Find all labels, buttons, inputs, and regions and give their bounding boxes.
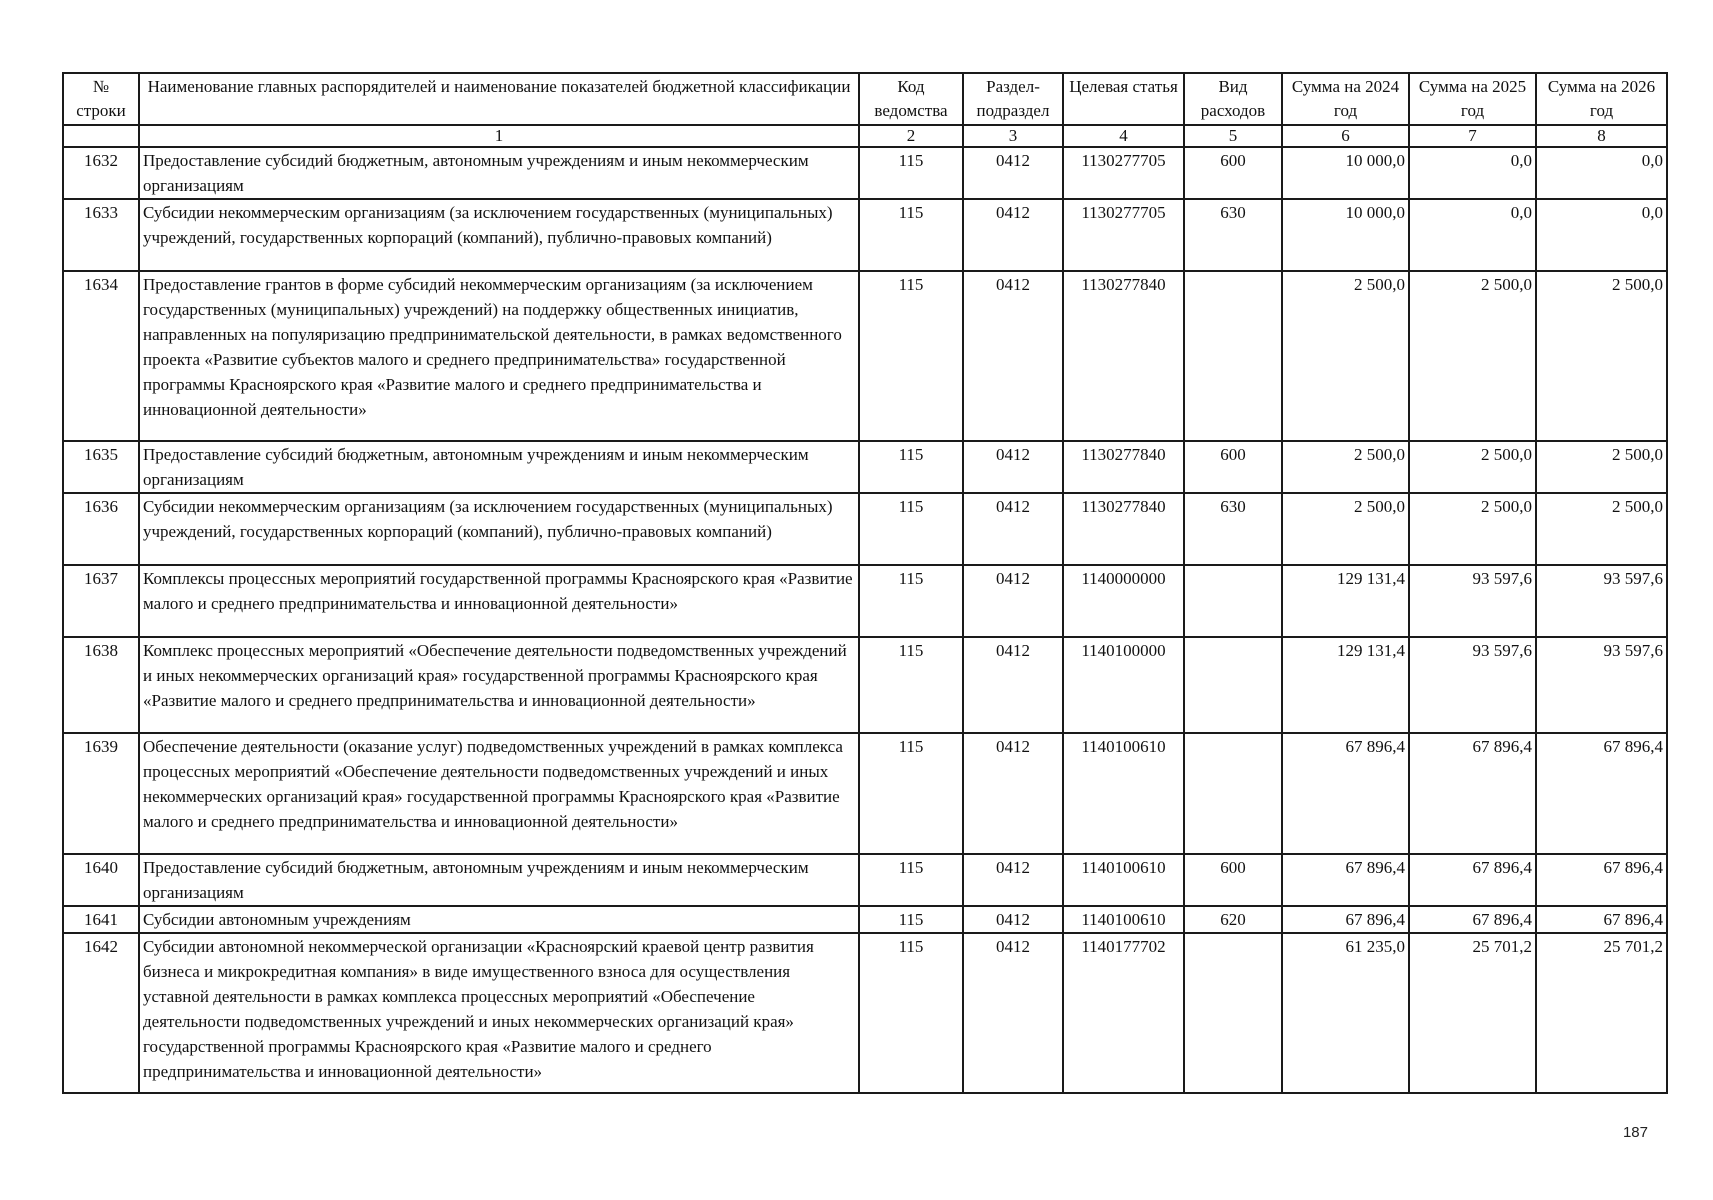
expense-type: 620 bbox=[1184, 906, 1282, 933]
sum-2025: 67 896,4 bbox=[1409, 733, 1536, 854]
row-number: 1637 bbox=[63, 565, 139, 637]
department-code: 115 bbox=[859, 733, 963, 854]
header-name: Наименование главных распорядителей и наименование показателей бюджетной классификации bbox=[139, 73, 859, 125]
target-article: 1140100610 bbox=[1063, 854, 1184, 906]
sum-2026: 2 500,0 bbox=[1536, 441, 1667, 493]
sum-2025: 2 500,0 bbox=[1409, 271, 1536, 441]
column-number: 2 bbox=[859, 125, 963, 147]
table-header-row bbox=[63, 73, 1667, 125]
table-row bbox=[63, 933, 1667, 1093]
row-name: Предоставление субсидий бюджетным, автономным учреждениям и иным некоммерческим организациям bbox=[139, 854, 859, 906]
department-code: 115 bbox=[859, 271, 963, 441]
department-code: 115 bbox=[859, 199, 963, 271]
department-code: 115 bbox=[859, 147, 963, 199]
section-code: 0412 bbox=[963, 493, 1063, 565]
table-row bbox=[63, 854, 1667, 906]
sum-2024: 10 000,0 bbox=[1282, 199, 1409, 271]
sum-2024: 67 896,4 bbox=[1282, 854, 1409, 906]
sum-2025: 93 597,6 bbox=[1409, 637, 1536, 733]
expense-type bbox=[1184, 565, 1282, 637]
department-code: 115 bbox=[859, 637, 963, 733]
section-code: 0412 bbox=[963, 565, 1063, 637]
section-code: 0412 bbox=[963, 637, 1063, 733]
row-name: Предоставление субсидий бюджетным, автономным учреждениям и иным некоммерческим организациям bbox=[139, 147, 859, 199]
table-row bbox=[63, 271, 1667, 441]
department-code: 115 bbox=[859, 565, 963, 637]
budget-table bbox=[62, 72, 1668, 1094]
row-number: 1641 bbox=[63, 906, 139, 933]
expense-type bbox=[1184, 933, 1282, 1093]
expense-type: 630 bbox=[1184, 199, 1282, 271]
expense-type bbox=[1184, 637, 1282, 733]
column-number: 4 bbox=[1063, 125, 1184, 147]
row-number: 1635 bbox=[63, 441, 139, 493]
sum-2026: 2 500,0 bbox=[1536, 271, 1667, 441]
sum-2025: 67 896,4 bbox=[1409, 854, 1536, 906]
sum-2024: 61 235,0 bbox=[1282, 933, 1409, 1093]
department-code: 115 bbox=[859, 493, 963, 565]
expense-type: 600 bbox=[1184, 854, 1282, 906]
column-number-row bbox=[63, 125, 1667, 147]
row-name: Предоставление субсидий бюджетным, автономным учреждениям и иным некоммерческим организациям bbox=[139, 441, 859, 493]
sum-2024: 2 500,0 bbox=[1282, 271, 1409, 441]
header-row-number: № строки bbox=[63, 73, 139, 125]
column-number: 1 bbox=[139, 125, 859, 147]
row-number: 1639 bbox=[63, 733, 139, 854]
row-number: 1632 bbox=[63, 147, 139, 199]
target-article: 1130277840 bbox=[1063, 493, 1184, 565]
row-name: Субсидии автономной некоммерческой организации «Красноярский краевой центр развития бизнеса и микрокредитная компания» в виде имущественного взноса для осуществления уставной деятельности в рамках комплекса процессных мероприятий «Обеспечение деятельности подведомственных учреждений и иных некоммерческих организаций края» государственной программы Красноярского края «Развитие малого и среднего предпринимательства и инновационной деятельности» bbox=[139, 933, 859, 1093]
header-department-code: Код ведомства bbox=[859, 73, 963, 125]
table-row bbox=[63, 637, 1667, 733]
column-number: 3 bbox=[963, 125, 1063, 147]
row-number: 1642 bbox=[63, 933, 139, 1093]
column-number: 8 bbox=[1536, 125, 1667, 147]
sum-2026: 2 500,0 bbox=[1536, 493, 1667, 565]
sum-2026: 67 896,4 bbox=[1536, 733, 1667, 854]
target-article: 1140100610 bbox=[1063, 906, 1184, 933]
row-number: 1638 bbox=[63, 637, 139, 733]
table-row bbox=[63, 199, 1667, 271]
target-article: 1140100610 bbox=[1063, 733, 1184, 854]
sum-2025: 2 500,0 bbox=[1409, 441, 1536, 493]
department-code: 115 bbox=[859, 854, 963, 906]
sum-2026: 93 597,6 bbox=[1536, 565, 1667, 637]
sum-2025: 0,0 bbox=[1409, 147, 1536, 199]
expense-type: 600 bbox=[1184, 147, 1282, 199]
department-code: 115 bbox=[859, 906, 963, 933]
header-sum-2026: Сумма на 2026 год bbox=[1536, 73, 1667, 125]
target-article: 1140100000 bbox=[1063, 637, 1184, 733]
column-number: 5 bbox=[1184, 125, 1282, 147]
page-number: 187 bbox=[1622, 1124, 1648, 1141]
header-section: Раздел-подраздел bbox=[963, 73, 1063, 125]
row-number: 1634 bbox=[63, 271, 139, 441]
row-name: Субсидии некоммерческим организациям (за исключением государственных (муниципальных) учреждений, государственных корпораций (компаний), публично-правовых компаний) bbox=[139, 493, 859, 565]
sum-2026: 67 896,4 bbox=[1536, 906, 1667, 933]
section-code: 0412 bbox=[963, 733, 1063, 854]
sum-2024: 2 500,0 bbox=[1282, 441, 1409, 493]
sum-2026: 0,0 bbox=[1536, 199, 1667, 271]
expense-type: 600 bbox=[1184, 441, 1282, 493]
column-number: 7 bbox=[1409, 125, 1536, 147]
table-body bbox=[63, 147, 1667, 1093]
expense-type bbox=[1184, 271, 1282, 441]
section-code: 0412 bbox=[963, 271, 1063, 441]
sum-2024: 129 131,4 bbox=[1282, 565, 1409, 637]
sum-2026: 67 896,4 bbox=[1536, 854, 1667, 906]
row-number: 1633 bbox=[63, 199, 139, 271]
column-number bbox=[63, 125, 139, 147]
sum-2025: 0,0 bbox=[1409, 199, 1536, 271]
table-row bbox=[63, 565, 1667, 637]
sum-2026: 25 701,2 bbox=[1536, 933, 1667, 1093]
sum-2026: 0,0 bbox=[1536, 147, 1667, 199]
table-row bbox=[63, 441, 1667, 493]
row-name: Комплекс процессных мероприятий «Обеспечение деятельности подведомственных учреждений и иных некоммерческих организаций края» государственной программы Красноярского края «Развитие малого и среднего предпринимательства и инновационной деятельности» bbox=[139, 637, 859, 733]
expense-type: 630 bbox=[1184, 493, 1282, 565]
table-row bbox=[63, 906, 1667, 933]
header-expense-type: Вид расходов bbox=[1184, 73, 1282, 125]
target-article: 1130277705 bbox=[1063, 147, 1184, 199]
table-row bbox=[63, 493, 1667, 565]
sum-2024: 67 896,4 bbox=[1282, 906, 1409, 933]
section-code: 0412 bbox=[963, 441, 1063, 493]
sum-2025: 2 500,0 bbox=[1409, 493, 1536, 565]
section-code: 0412 bbox=[963, 906, 1063, 933]
target-article: 1140177702 bbox=[1063, 933, 1184, 1093]
sum-2024: 10 000,0 bbox=[1282, 147, 1409, 199]
target-article: 1140000000 bbox=[1063, 565, 1184, 637]
sum-2024: 2 500,0 bbox=[1282, 493, 1409, 565]
target-article: 1130277840 bbox=[1063, 441, 1184, 493]
target-article: 1130277705 bbox=[1063, 199, 1184, 271]
header-sum-2024: Сумма на 2024 год bbox=[1282, 73, 1409, 125]
table-row bbox=[63, 147, 1667, 199]
section-code: 0412 bbox=[963, 199, 1063, 271]
section-code: 0412 bbox=[963, 933, 1063, 1093]
row-name: Обеспечение деятельности (оказание услуг) подведомственных учреждений в рамках комплекса процессных мероприятий «Обеспечение деятельности подведомственных учреждений и иных некоммерческих организаций края» государственной программы Красноярского края «Развитие малого и среднего предпринимательства и инновационной деятельности» bbox=[139, 733, 859, 854]
row-number: 1636 bbox=[63, 493, 139, 565]
row-name: Субсидии автономным учреждениям bbox=[139, 906, 859, 933]
target-article: 1130277840 bbox=[1063, 271, 1184, 441]
column-number: 6 bbox=[1282, 125, 1409, 147]
row-number: 1640 bbox=[63, 854, 139, 906]
sum-2025: 67 896,4 bbox=[1409, 906, 1536, 933]
header-target-article: Целевая статья bbox=[1063, 73, 1184, 125]
sum-2025: 93 597,6 bbox=[1409, 565, 1536, 637]
sum-2026: 93 597,6 bbox=[1536, 637, 1667, 733]
department-code: 115 bbox=[859, 933, 963, 1093]
header-sum-2025: Сумма на 2025 год bbox=[1409, 73, 1536, 125]
table-row bbox=[63, 733, 1667, 854]
expense-type bbox=[1184, 733, 1282, 854]
section-code: 0412 bbox=[963, 854, 1063, 906]
row-name: Комплексы процессных мероприятий государственной программы Красноярского края «Развитие малого и среднего предпринимательства и инновационной деятельности» bbox=[139, 565, 859, 637]
row-name: Субсидии некоммерческим организациям (за исключением государственных (муниципальных) учреждений, государственных корпораций (компаний), публично-правовых компаний) bbox=[139, 199, 859, 271]
sum-2024: 67 896,4 bbox=[1282, 733, 1409, 854]
sum-2024: 129 131,4 bbox=[1282, 637, 1409, 733]
department-code: 115 bbox=[859, 441, 963, 493]
row-name: Предоставление грантов в форме субсидий некоммерческим организациям (за исключением государственных (муниципальных) учреждений) на поддержку общественных инициатив, направленных на популяризацию предпринимательской деятельности, в рамках ведомственного проекта «Развитие субъектов малого и среднего предпринимательства» государственной программы Красноярского края «Развитие малого и среднего предпринимательства и инновационной деятельности» bbox=[139, 271, 859, 441]
section-code: 0412 bbox=[963, 147, 1063, 199]
sum-2025: 25 701,2 bbox=[1409, 933, 1536, 1093]
